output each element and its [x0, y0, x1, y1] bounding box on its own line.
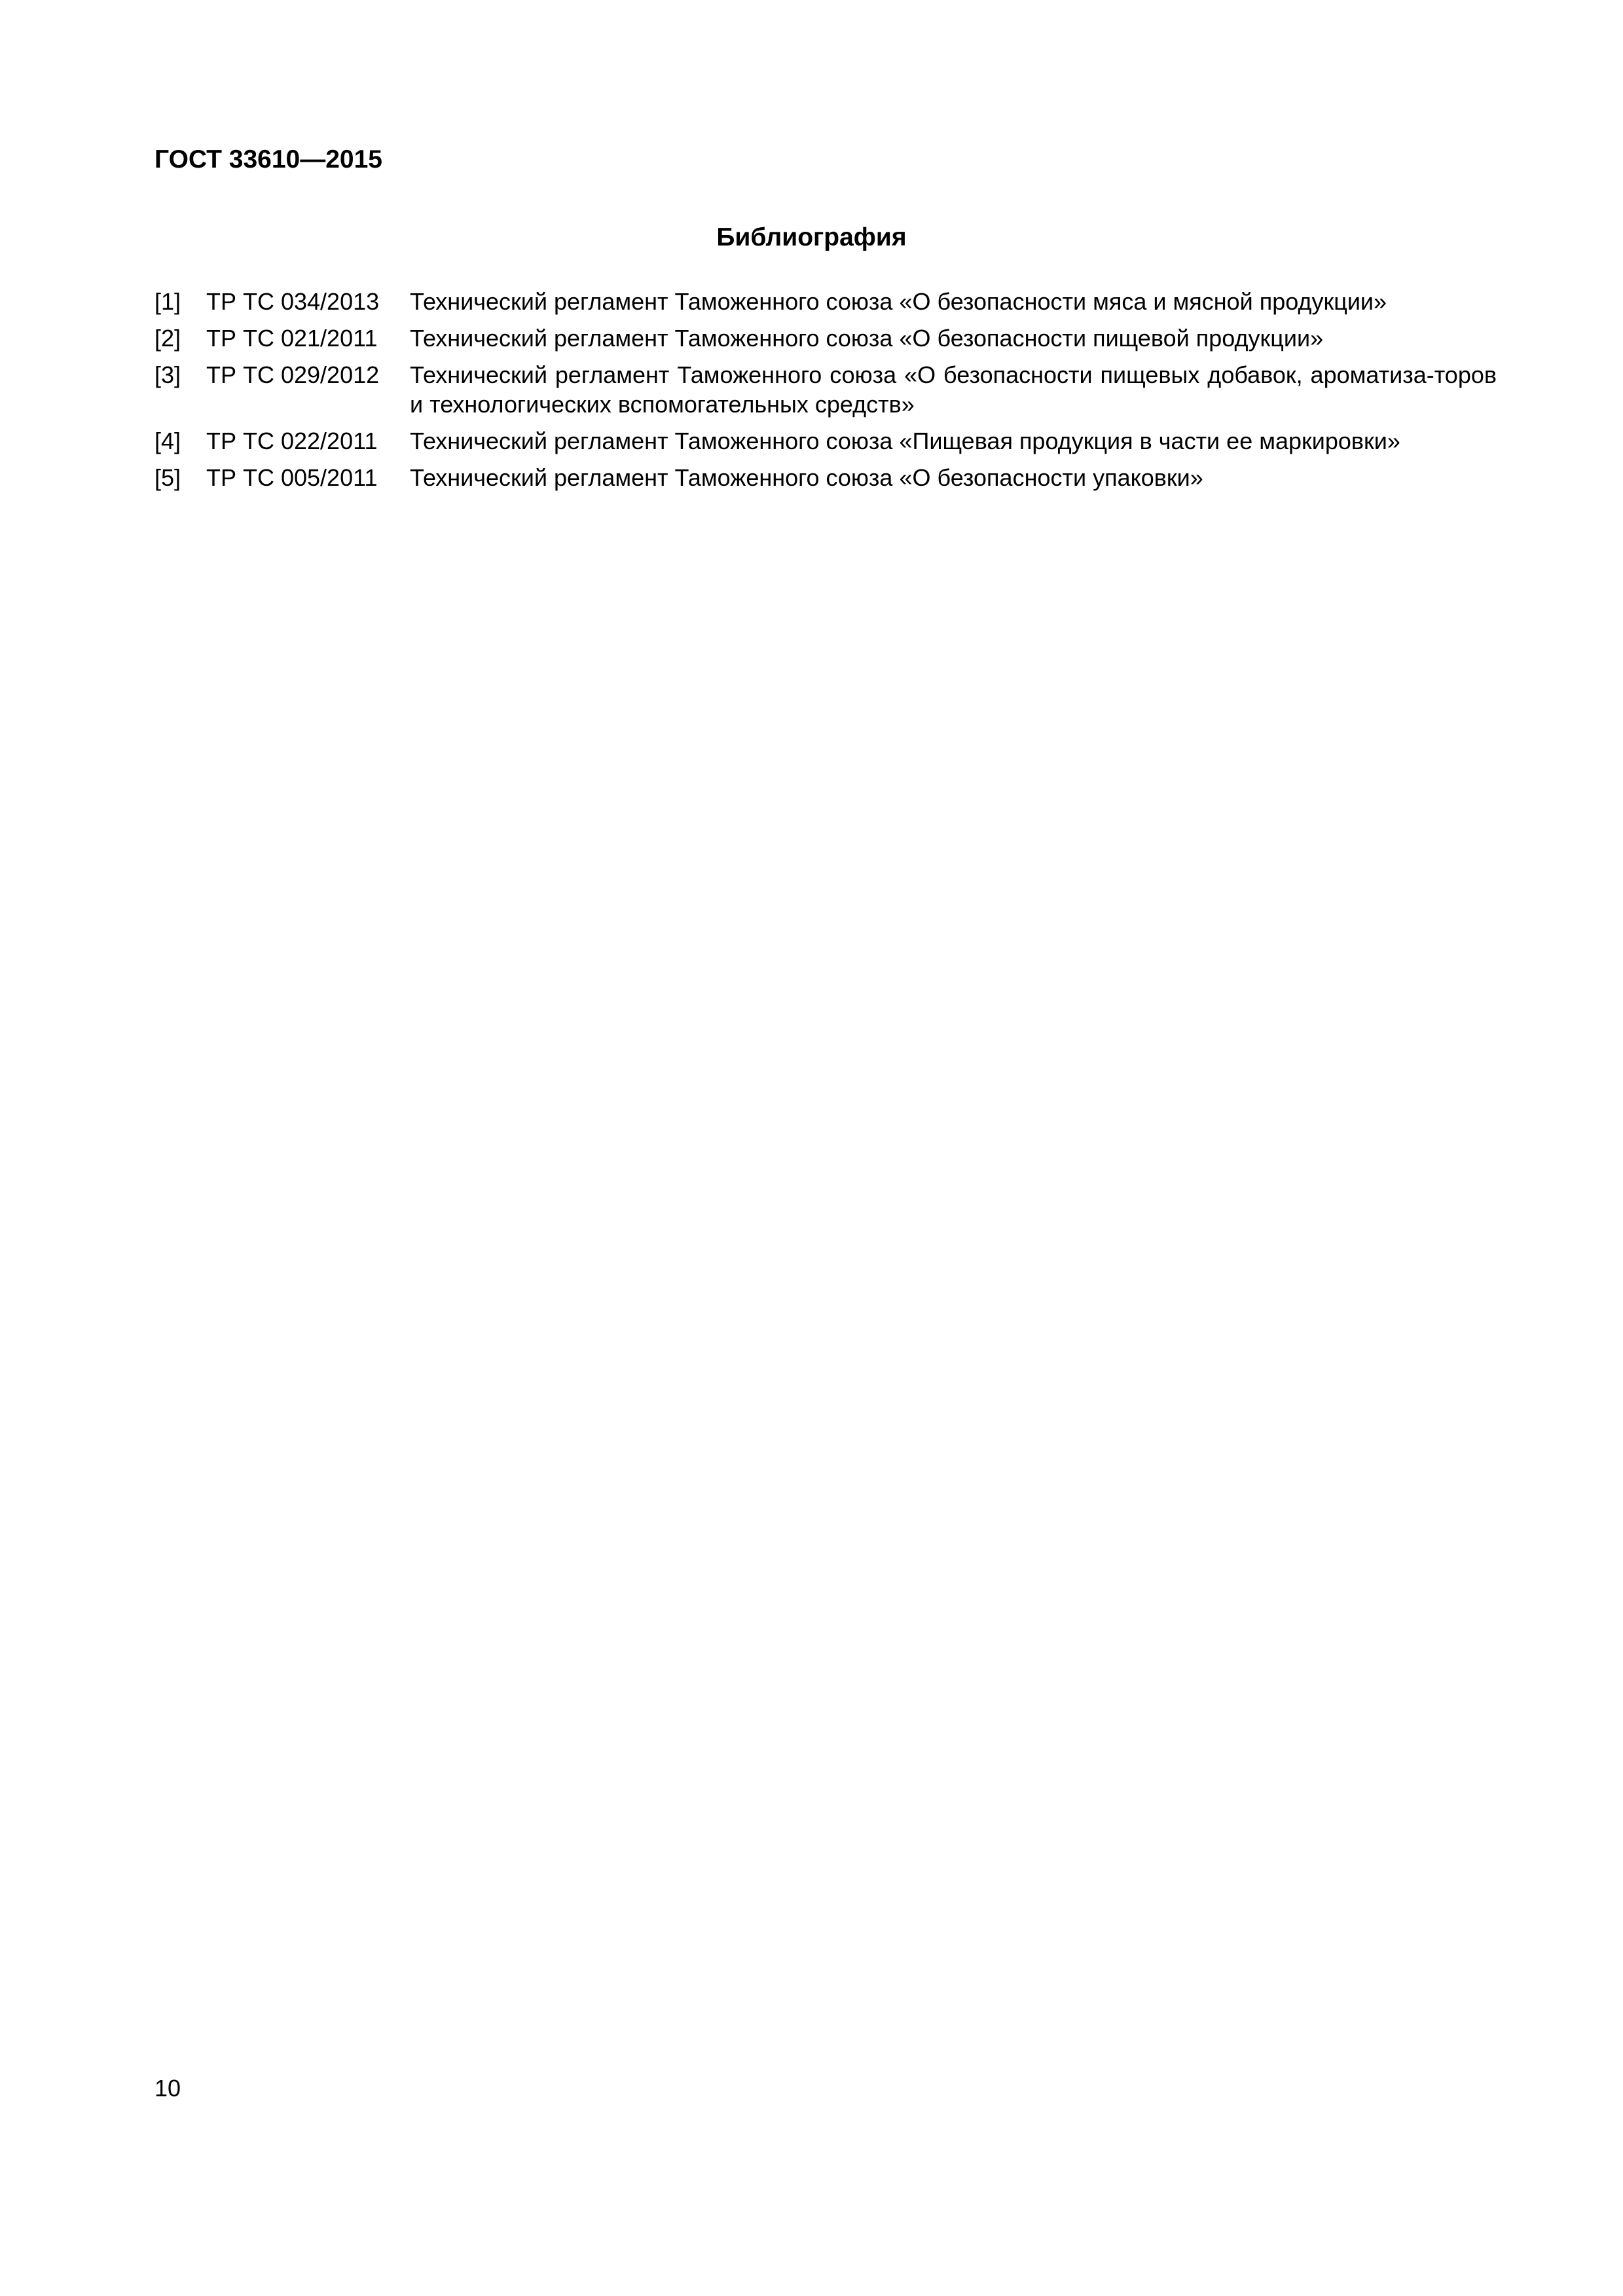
bibliography-entry-text: Технический регламент Таможенного союза «О безопасности пищевой продукции»: [410, 325, 1324, 352]
bibliography-entry-text: Технический регламент Таможенного союза «О безопасности мяса и мясной продукции»: [410, 288, 1387, 315]
bibliography-entry-code: ТР ТС 029/2012: [206, 361, 380, 388]
bibliography-entry-number: [4]: [155, 428, 181, 454]
bibliography-entry-1: [155, 287, 1497, 316]
document-standard-header: ГОСТ 33610—2015: [155, 145, 382, 173]
bibliography-entry-code: ТР ТС 005/2011: [206, 464, 378, 491]
bibliography-entry-5: [155, 463, 1497, 492]
bibliography-title: Библиография: [716, 223, 907, 251]
bibliography-entry-text: Технический регламент Таможенного союза «Пищевая продукция в части ее маркировки»: [410, 428, 1400, 454]
bibliography-entry-code: ТР ТС 034/2013: [206, 288, 380, 315]
bibliography-entry-number: [5]: [155, 464, 181, 491]
bibliography-entry-2: [155, 323, 1497, 353]
bibliography-entry-number: [1]: [155, 288, 181, 315]
bibliography-entry-text: Технический регламент Таможенного союза «О безопасности пищевых добавок, ароматиза-торов и технологических вспомогательных средств»: [410, 361, 1497, 418]
bibliography-entry-number: [3]: [155, 361, 181, 388]
bibliography-entry-code: ТР ТС 021/2011: [206, 325, 378, 352]
bibliography-entry-code: ТР ТС 022/2011: [206, 428, 378, 454]
bibliography-entry-3: [155, 360, 1497, 419]
bibliography-entry-4: [155, 426, 1497, 456]
bibliography-list: [155, 287, 1497, 500]
page-number: 10: [155, 2075, 181, 2102]
bibliography-entry-text: Технический регламент Таможенного союза «О безопасности упаковки»: [410, 464, 1203, 491]
bibliography-entry-number: [2]: [155, 325, 181, 352]
